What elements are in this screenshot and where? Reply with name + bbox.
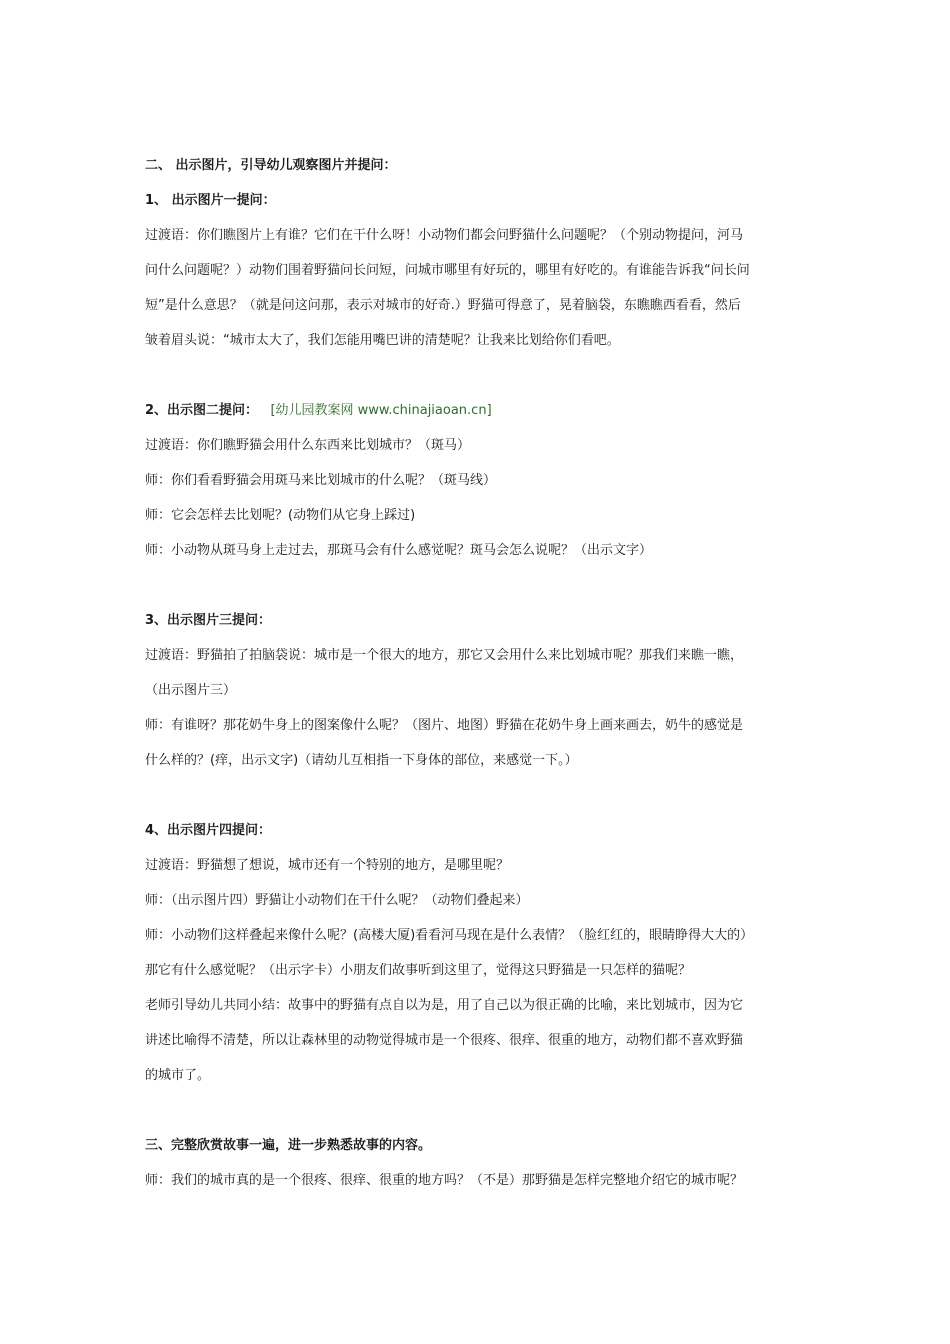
paragraph-line: 那它有什么感觉呢？（出示字卡）小朋友们故事听到这里了，觉得这只野猫是一只怎样的猫呢？	[145, 963, 692, 978]
paragraph-line: 问什么问题呢？）动物们围着野猫问长问短，问城市哪里有好玩的，哪里有好吃的。有谁能告诉我“问长问	[145, 263, 750, 278]
paragraph-line: 师：（出示图片四）野猫让小动物们在干什么呢？（动物们叠起来）	[145, 893, 529, 908]
blank-line	[145, 568, 810, 603]
paragraph-line: 讲述比喻得不清楚，所以让森林里的动物觉得城市是一个很疼、很痒、很重的地方，动物们都不喜欢野猫	[145, 1033, 744, 1048]
source-link[interactable]: [幼儿园教案网 www.chinajiaoan.cn]	[270, 403, 492, 418]
section-heading: 二、 出示图片，引导幼儿观察图片并提问：	[145, 158, 397, 173]
section-heading: 三、完整欣赏故事一遍，进一步熟悉故事的内容。	[145, 1138, 432, 1153]
paragraph-line: 过渡语：你们瞧野猫会用什么东西来比划城市？（斑马）	[145, 438, 471, 453]
paragraph-line: 短”是什么意思？（就是问这问那，表示对城市的好奇.）野猫可得意了，晃着脑袋，东瞧瞧西看看，然后	[145, 298, 741, 313]
paragraph-line: 什么样的？(痒，出示文字)（请幼儿互相指一下身体的部位，来感觉一下。）	[145, 753, 578, 768]
step-heading: 2、出示图二提问：	[145, 403, 259, 418]
paragraph-line: 过渡语：野猫想了想说，城市还有一个特别的地方，是哪里呢？	[145, 858, 510, 873]
step-heading: 1、 出示图片一提问：	[145, 193, 276, 208]
paragraph-line: 的城市了。	[145, 1068, 211, 1083]
paragraph-line: 师：你们看看野猫会用斑马来比划城市的什么呢？（斑马线）	[145, 473, 497, 488]
blank-line	[145, 1093, 810, 1128]
paragraph-line: 过渡语：你们瞧图片上有谁？它们在干什么呀！小动物们都会问野猫什么问题呢？（个别动物提问，河马	[145, 228, 744, 243]
paragraph-line: 师：有谁呀？那花奶牛身上的图案像什么呢？（图片、地图）野猫在花奶牛身上画来画去，奶牛的感觉是	[145, 718, 744, 733]
blank-line	[145, 358, 810, 393]
paragraph-line: 皱着眉头说：“城市太大了，我们怎能用嘴巴讲的清楚呢？让我来比划给你们看吧。	[145, 333, 620, 348]
document-page	[145, 148, 810, 1198]
step-heading-row	[145, 393, 810, 428]
step-heading: 3、出示图片三提问：	[145, 613, 272, 628]
paragraph-line: （出示图片三）	[145, 683, 237, 698]
paragraph-line: 过渡语：野猫拍了拍脑袋说：城市是一个很大的地方，那它又会用什么来比划城市呢？那我们来瞧一瞧，	[145, 648, 744, 663]
step-heading: 4、出示图片四提问：	[145, 823, 272, 838]
paragraph-line: 师：它会怎样去比划呢？(动物们从它身上踩过)	[145, 508, 416, 523]
paragraph-line: 师：我们的城市真的是一个很疼、很痒、很重的地方吗？（不是）那野猫是怎样完整地介绍它的城市呢？	[145, 1173, 744, 1188]
paragraph-line: 师：小动物从斑马身上走过去，那斑马会有什么感觉呢？斑马会怎么说呢？（出示文字）	[145, 543, 653, 558]
paragraph-line: 师：小动物们这样叠起来像什么呢？(高楼大厦)看看河马现在是什么表情？（脸红红的，眼睛睁得大大的）	[145, 928, 754, 943]
blank-line	[145, 778, 810, 813]
paragraph-line: 老师引导幼儿共同小结：故事中的野猫有点自以为是，用了自己以为很正确的比喻，来比划城市，因为它	[145, 998, 744, 1013]
